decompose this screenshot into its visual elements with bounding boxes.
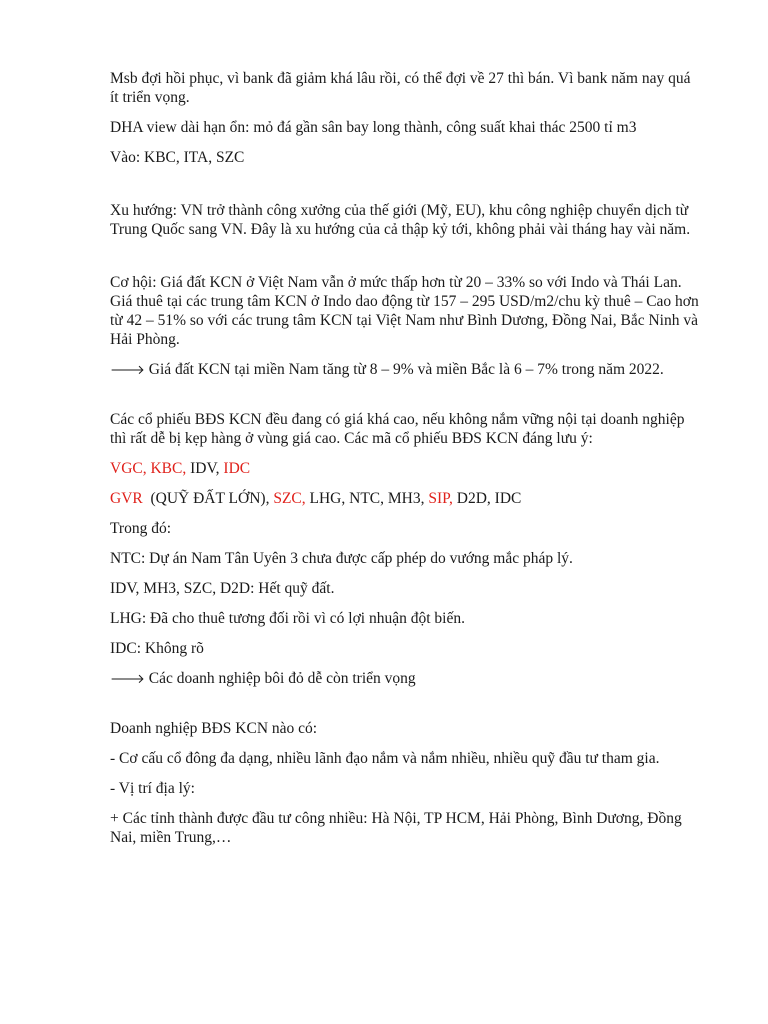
ticker-sip: SIP,	[428, 490, 453, 507]
stock-list-2	[110, 489, 700, 508]
criteria-location: - Vị trí địa lý:	[110, 780, 195, 797]
ticker-kbc: KBC,	[150, 460, 187, 477]
note-idc: IDC: Không rõ	[110, 640, 204, 657]
paragraph-in-which: Trong đó:	[110, 520, 172, 537]
gvr-note: (QUỸ ĐẤT LỚN),	[150, 490, 270, 507]
arrow-right-icon: 🡒	[110, 672, 145, 687]
red-outlook-text: Các doanh nghiệp bôi đỏ dễ còn triển vọng	[148, 670, 416, 687]
ticker-gvr: GVR	[110, 490, 143, 507]
note-ntc: NTC: Dự án Nam Tân Uyên 3 chưa được cấp phép do vướng mắc pháp lý.	[110, 550, 573, 567]
paragraph-stocks: Các cổ phiếu BĐS KCN đều đang có giá khá cao, nếu không nắm vững nội tại doanh nghiệp thì rất dễ bị kẹp hàng ở vùng giá cao. Các mã cổ phiếu BĐS KCN đáng lưu ý:	[110, 411, 685, 447]
paragraph-criteria: Doanh nghiệp BĐS KCN nào có:	[110, 720, 318, 737]
paragraph-dha: DHA view dài hạn ổn: mỏ đá gần sân bay long thành, công suất khai thác 2500 tỉ m3	[110, 119, 637, 136]
paragraph-land-price	[110, 360, 700, 380]
note-land-out: IDV, MH3, SZC, D2D: Hết quỹ đất.	[110, 580, 335, 597]
arrow-right-icon: 🡒	[110, 363, 145, 378]
paragraph-trend: Xu hướng: VN trở thành công xưởng của thế giới (Mỹ, EU), khu công nghiệp chuyển dịch từ Trung Quốc sang VN. Đây là xu hướng của cả thập kỷ tới, không phải vài tháng hay vài năm.	[110, 202, 691, 238]
stock-list-1	[110, 459, 700, 478]
ticker-idv: IDV,	[190, 460, 220, 477]
paragraph-red-outlook	[110, 669, 700, 689]
criteria-shareholders: - Cơ cấu cổ đông đa dạng, nhiều lãnh đạo nắm và nắm nhiều, nhiều quỹ đầu tư tham gia.	[110, 750, 660, 767]
ticker-idc: IDC	[223, 460, 251, 477]
paragraph-opportunity: Cơ hội: Giá đất KCN ở Việt Nam vẫn ở mức thấp hơn từ 20 – 33% so với Indo và Thái Lan. Giá thuê tại các trung tâm KCN ở Indo dao động từ 157 – 295 USD/m2/chu kỳ thuê – Cao hơn từ 42 – 51% so với các trung tâm KCN tại Việt Nam như Bình Dương, Đồng Nai, Bắc Ninh và Hải Phòng.	[110, 274, 699, 348]
paragraph-msb: Msb đợi hồi phục, vì bank đã giảm khá lâu rồi, có thể đợi về 27 thì bán. Vì bank năm nay quá ít triển vọng.	[110, 70, 691, 106]
criteria-provinces: + Các tỉnh thành được đầu tư công nhiều: Hà Nội, TP HCM, Hải Phòng, Bình Dương, Đồng Nai, miền Trung,…	[110, 810, 682, 846]
land-price-text: Giá đất KCN tại miền Nam tăng từ 8 – 9% và miền Bắc là 6 – 7% trong năm 2022.	[148, 361, 664, 378]
tickers-middle: LHG, NTC, MH3,	[309, 490, 425, 507]
paragraph-entry: Vào: KBC, ITA, SZC	[110, 149, 245, 166]
note-lhg: LHG: Đã cho thuê tương đối rồi vì có lợi nhuận đột biến.	[110, 610, 465, 627]
tickers-end: D2D, IDC	[456, 490, 522, 507]
ticker-szc: SZC,	[273, 490, 306, 507]
document-page	[110, 69, 700, 858]
ticker-vgc: VGC,	[110, 460, 147, 477]
